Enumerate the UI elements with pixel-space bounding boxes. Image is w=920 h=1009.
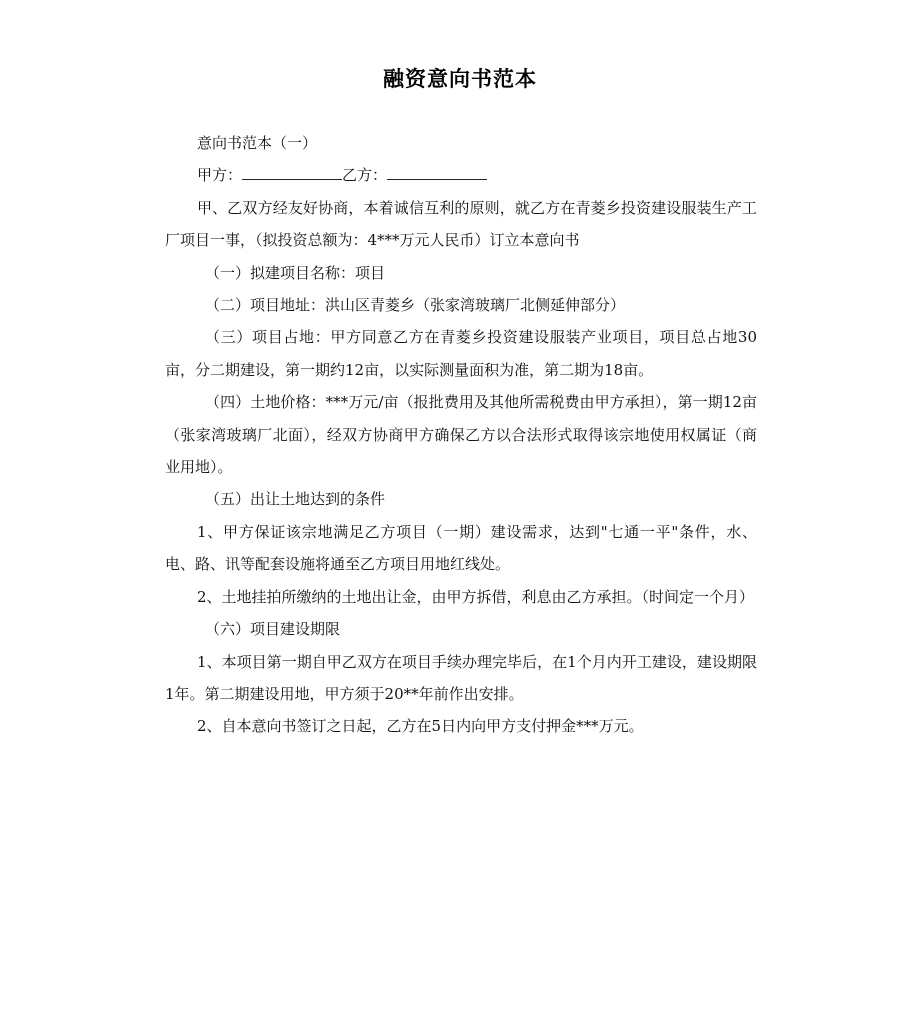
paragraph-project-land: （三）项目占地：甲方同意乙方在青菱乡投资建设服装产业项目，项目总占地30亩，分二期建设，第一期约12亩，以实际测量面积为准，第二期为18亩。 bbox=[165, 328, 757, 379]
paragraph-construction-period-heading: （六）项目建设期限 bbox=[205, 620, 341, 639]
party-b-label: 乙方： bbox=[342, 166, 388, 185]
paragraph-land-price: （四）土地价格：***万元/亩（报批费用及其他所需税费由甲方承担），第一期12亩（张家湾玻璃厂北面），经双方协商甲方确保乙方以合法形式取得该宗地使用权属证（商业用地）。 bbox=[165, 393, 757, 477]
paragraph-period-2: 2、自本意向书签订之日起，乙方在5日内向甲方支付押金***万元。 bbox=[197, 717, 644, 736]
paragraph-template-heading: 意向书范本（一） bbox=[197, 134, 318, 152]
party-b-blank bbox=[387, 162, 487, 180]
document-body bbox=[165, 127, 757, 743]
paragraph-land-conditions-heading: （五）出让土地达到的条件 bbox=[205, 490, 386, 509]
paragraph-project-name: （一）拟建项目名称：项目 bbox=[205, 263, 386, 282]
paragraph-project-address: （二）项目地址：洪山区青菱乡（张家湾玻璃厂北侧延伸部分） bbox=[205, 296, 626, 315]
party-a-label: 甲方： bbox=[197, 166, 243, 185]
paragraph-preamble: 甲、乙双方经友好协商，本着诚信互利的原则，就乙方在青菱乡投资建设服装生产工厂项目一事，（拟投资总额为：4***万元人民币）订立本意向书 bbox=[165, 198, 757, 250]
document-title: 融资意向书范本 bbox=[383, 67, 537, 91]
paragraph-condition-1: 1、甲方保证该宗地满足乙方项目（一期）建设需求，达到"七通一平"条件，水、电、路、讯等配套设施将通至乙方项目用地红线处。 bbox=[165, 522, 757, 574]
party-a-blank bbox=[242, 162, 342, 180]
paragraph-condition-2: 2、土地挂拍所缴纳的土地出让金，由甲方拆借，利息由乙方承担。（时间定一个月） bbox=[197, 587, 755, 606]
party-signature-line bbox=[165, 159, 757, 191]
paragraph-period-1: 1、本项目第一期自甲乙双方在项目手续办理完毕后，在1个月内开工建设，建设期限1年。第二期建设用地，甲方须于20**年前作出安排。 bbox=[165, 652, 757, 703]
